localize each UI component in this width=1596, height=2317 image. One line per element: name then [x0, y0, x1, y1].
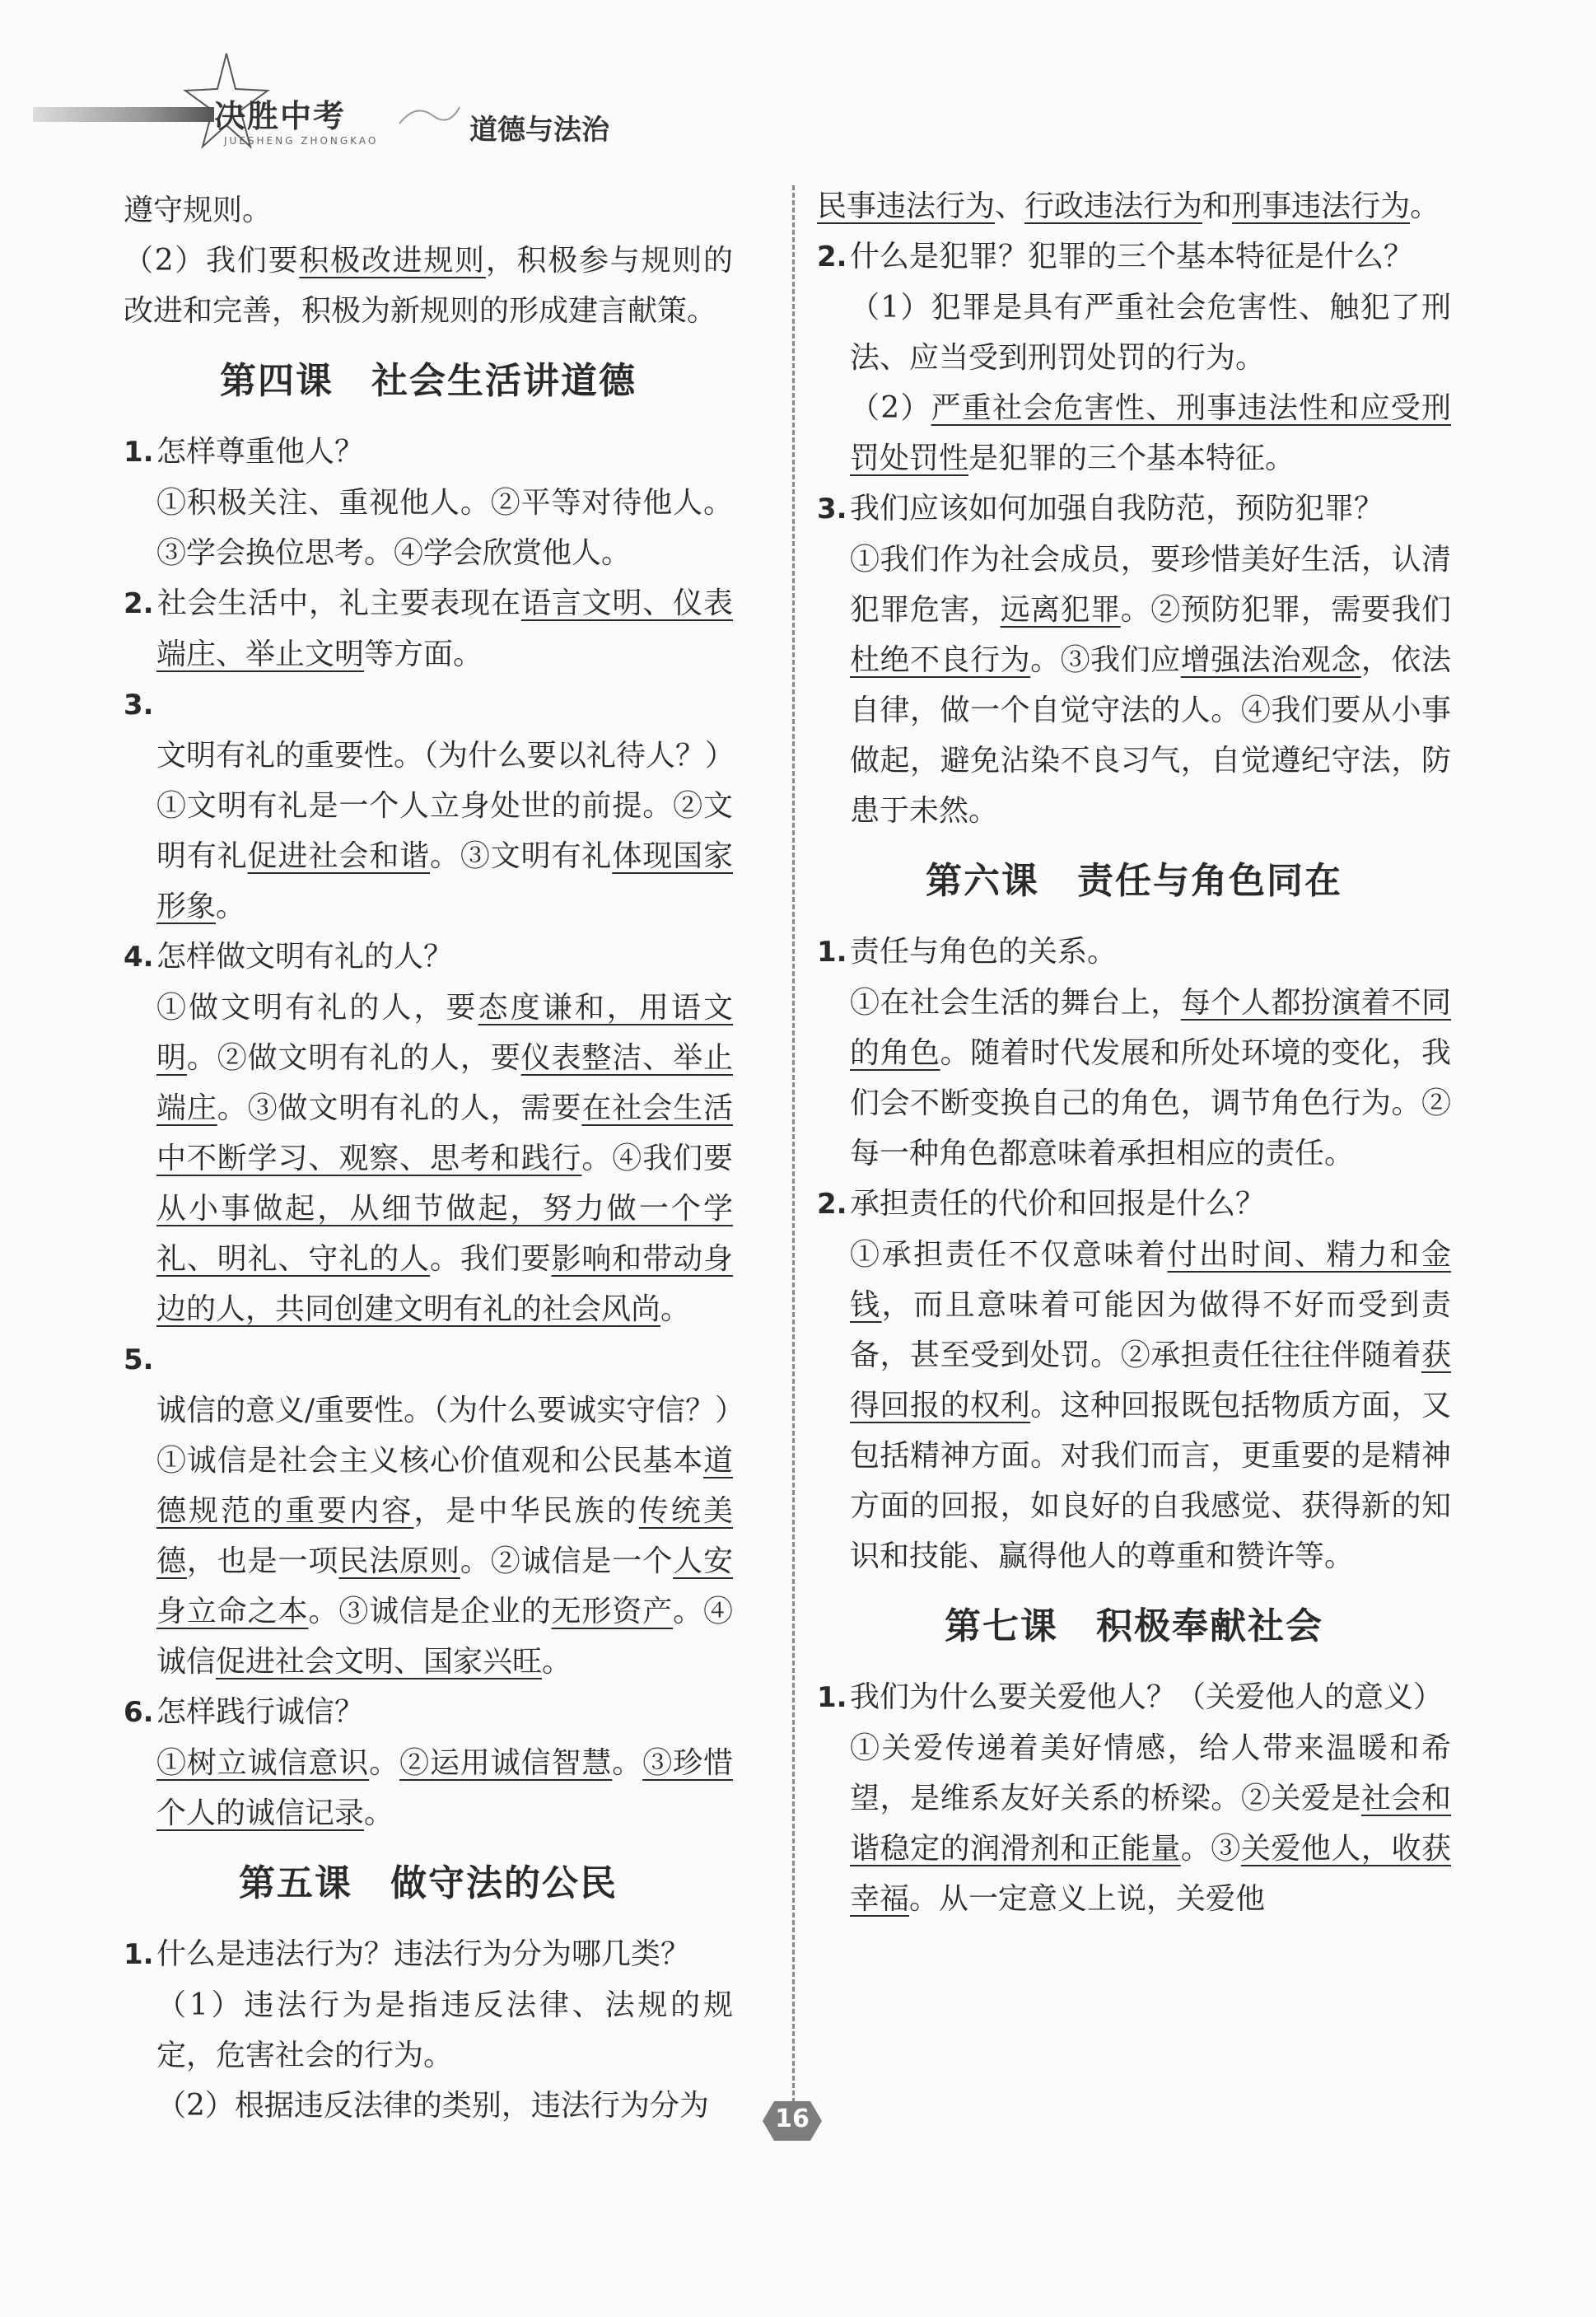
question: 4.怎样做文明有礼的人？ — [124, 940, 454, 974]
answer: ①在社会生活的舞台上，每个人都扮演着不同的角色。随着时代发展和所处环境的变化，我们会不断变换自己的角色，调节角色行为。②每一种角色都意味着承担相应的责任。 — [850, 986, 1451, 1170]
question: 1.责任与角色的关系。 — [817, 935, 1118, 969]
answer: ①关爱传递着美好情感，给人带来温暖和希望，是维系友好关系的桥梁。②关爱是社会和谐稳定的润滑剂和正能量。③关爱他人，收获幸福。从一定意义上说，关爱他 — [850, 1731, 1451, 1916]
brand-title: 决胜中考 — [214, 98, 347, 134]
right-column — [817, 181, 1451, 1924]
decorative-swirl-icon — [395, 99, 461, 132]
answer: （2）根据违反法律的类别，违法行为分为 — [156, 2089, 709, 2123]
answer: ①树立诚信意识。②运用诚信智慧。③珍惜个人的诚信记录。 — [156, 1746, 733, 1830]
left-column — [124, 185, 745, 2131]
question: 1.怎样尊重他人？ — [124, 435, 365, 469]
page-number: 16 — [775, 2104, 810, 2133]
question: 5.诚信的意义/重要性。（为什么要诚实守信？） — [124, 1343, 745, 1427]
subject-title: 道德与法治 — [469, 114, 609, 147]
brand-pinyin: JUESHENG ZHONGKAO — [224, 135, 379, 147]
question: 1.我们为什么要关爱他人？（关爱他人的意义） — [817, 1680, 1444, 1714]
question: 1.什么是违法行为？违法行为分为哪几类？ — [124, 1937, 691, 1971]
lesson-title: 第五课 做守法的公民 — [239, 1862, 618, 1904]
lesson-title: 第四课 社会生活讲道德 — [220, 360, 637, 402]
question: 3.文明有礼的重要性。（为什么要以礼待人？） — [124, 689, 735, 773]
question: 6.怎样践行诚信？ — [124, 1695, 365, 1729]
answer: （1）违法行为是指违反法律、法规的规定，危害社会的行为。 — [156, 1988, 733, 2072]
continuation-text: 民事违法行为、行政违法行为和刑事违法行为。 — [817, 189, 1440, 223]
question: 3.我们应该如何加强自我防范，预防犯罪？ — [817, 492, 1384, 526]
answer: ①承担责任不仅意味着付出时间、精力和金钱，而且意味着可能因为做得不好而受到责备，甚至受到处罚。②承担责任往往伴随着获得回报的权利。这种回报既包括物质方面，又包括精神方面。对我们而言，更重要的是精神方面的回报，如良好的自我感觉、获得新的知识和技能、赢得他人的尊重和赞许等。 — [850, 1238, 1451, 1573]
continuation-text: 遵守规则。 — [124, 194, 273, 227]
question: 2.承担责任的代价和回报是什么？ — [817, 1187, 1266, 1221]
answer: ①积极关注、重视他人。②平等对待他人。③学会换位思考。④学会欣赏他人。 — [156, 486, 733, 570]
answer: ①做文明有礼的人，要态度谦和，用语文明。②做文明有礼的人，要仪表整洁、举止端庄。③做文明有礼的人，需要在社会生活中不断学习、观察、思考和践行。④我们要从小事做起，从细节做起，努力做一个学礼、明礼、守礼的人。我们要影响和带动身边的人，共同创建文明有礼的社会风尚。 — [156, 991, 733, 1326]
answer: （1）犯罪是具有严重社会危害性、触犯了刑法、应当受到刑罚处罚的行为。 — [850, 291, 1451, 375]
lesson-title: 第七课 积极奉献社会 — [945, 1605, 1323, 1647]
column-divider — [792, 185, 795, 2125]
answer: （2）严重社会危害性、刑事违法性和应受刑罚处罚性是犯罪的三个基本特征。 — [850, 391, 1451, 475]
question: 2.什么是犯罪？犯罪的三个基本特征是什么？ — [817, 240, 1414, 273]
answer: ①我们作为社会成员，要珍惜美好生活，认清犯罪危害，远离犯罪。②预防犯罪，需要我们杜绝不良行为。③我们应增强法治观念，依法自律，做一个自觉守法的人。④我们要从小事做起，避免沾染不良习气，自觉遵纪守法，防患于未然。 — [850, 543, 1451, 828]
page-header — [33, 49, 774, 165]
continuation-text: （2）我们要积极改进规则，积极参与规则的改进和完善，积极为新规则的形成建言献策。 — [124, 244, 733, 328]
lesson-title: 第六课 责任与角色同在 — [926, 860, 1342, 902]
page-number-badge — [758, 2096, 827, 2146]
question: 2.社会生活中，礼主要表现在语言文明、仪表端庄、举止文明等方面。 — [124, 586, 733, 671]
answer: ①文明有礼是一个人立身处世的前提。②文明有礼促进社会和谐。③文明有礼体现国家形象。 — [156, 789, 733, 923]
answer: ①诚信是社会主义核心价值观和公民基本道德规范的重要内容，是中华民族的传统美德，也是一项民法原则。②诚信是一个人安身立命之本。③诚信是企业的无形资产。④诚信促进社会文明、国家兴旺。 — [156, 1444, 733, 1679]
